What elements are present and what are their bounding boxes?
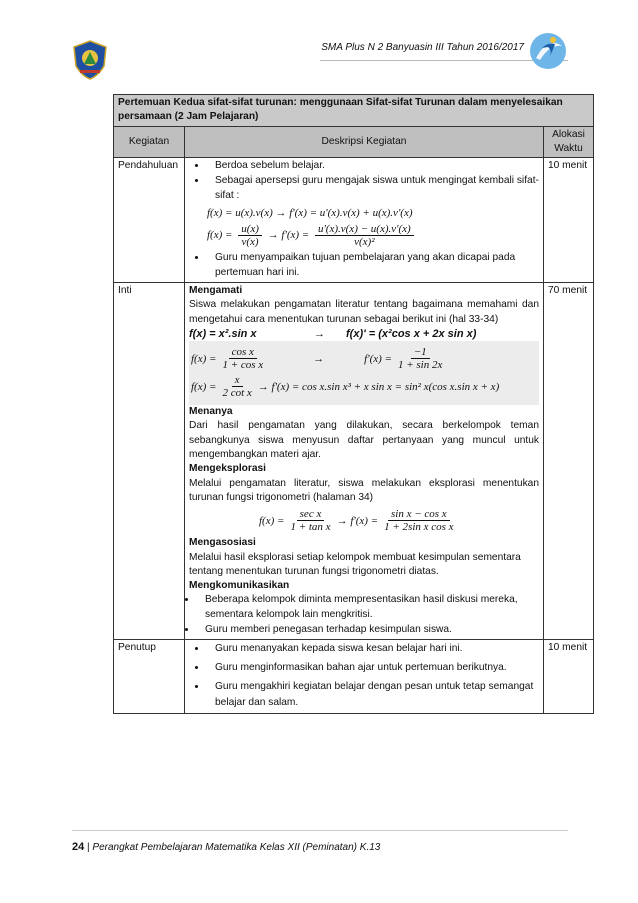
section-heading: Mengamati [189,284,243,296]
row-waktu: 10 menit [544,158,594,283]
paragraph: Melalui pengamatan literatur, siswa melakukan eksplorasi menentukan turunan fungsi trigonometri (halaman 34) [189,477,539,503]
row-deskripsi [185,158,544,283]
row-kegiatan: Inti [114,282,185,639]
section-heading: Mengasosiasi [189,537,256,549]
table-row [114,282,594,639]
row-kegiatan: Penutup [114,640,185,714]
provincial-seal-icon [72,40,108,80]
list-item: • Guru menanyakan kepada siswa kesan belajar hari ini. [207,641,539,657]
footer-separator: | [87,842,90,853]
paragraph: Dari hasil pengamatan yang dilakukan, secara berkelompok teman sebangkunya siswa menyusun daftar pertanyaan yang muncul untuk mengembangkan materi ajar. [189,420,539,461]
col-header-kegiatan: Kegiatan [114,126,185,158]
list-item: • Guru menginformasikan bahan ajar untuk pertemuan berikutnya. [207,660,539,676]
lesson-plan-table [113,94,594,714]
row-waktu: 70 menit [544,282,594,639]
example-3: f(x) = $\frac{x}{\text{2 cot x}}$ → f'(x) = cos x.sin x³ + x sin x = sin² x(cos x.sin x + x) [191,374,500,400]
list-item: • Guru mengakhiri kegiatan belajar dengan pesan untuk tetap semangat belajar dan salam. [207,679,539,711]
col-header-waktu: Alokasi Waktu [544,126,594,158]
section-heading: Menanya [189,406,233,418]
section-heading: Mengeksplorasi [189,463,266,475]
example-4: f(x) = $\frac{\text{sec x}}{\text{1 + tan x}}$ → f'(x) = $\frac{\text{sin x − cos x}}{\text{1 + 2sin x cos x}}$ [259,508,454,534]
table-header-row [114,126,594,158]
list-item: • Guru memberi penegasan terhadap kesimpulan siswa. [197,623,539,637]
example-box [189,341,539,405]
row-deskripsi [185,282,544,639]
example-2: f(x) = $\frac{\text{cos x}}{\text{1 + cos x}}$ → f'(x) = $\frac{-1}{1 + \sin 2x}$ [191,346,443,372]
table-title: Pertemuan Kedua sifat-sifat turunan: menggunaan Sifat-sifat Turunan dalam menyelesaikan persamaan (2 Jam Pelajaran) [114,95,594,127]
formula-product-rule: f(x) = u(x).v(x) → f'(x) = u'(x).v(x) + u(x).v'(x) [207,207,413,220]
page-footer [72,830,568,853]
paragraph: Siswa melakukan pengamatan literatur tentang bagaimana memahami dan mengetahui cara menentukan turunan sebagai berikut ini (hal 33-34) [189,299,539,325]
list-item: • Sebagai apersepsi guru mengajak siswa untuk mengingat kembali sifat-sifat : [207,174,539,203]
list-item: • Beberapa kelompok diminta mempresentasikan hasil diskusi mereka, sementara kelompok lain mengkritisi. [197,593,539,622]
page-number: 24 [72,841,85,853]
footer-rule [72,830,568,831]
formula-quotient-rule: f(x) = $\frac{u(x)}{v(x)}$ → f'(x) = $\frac{u'(x).v(x) - u(x).v'(x)}{\text{v(x)²}}$ [207,223,539,248]
row-kegiatan: Pendahuluan [114,158,185,283]
list-item: • Guru menyampaikan tujuan pembelajaran yang akan dicapai pada pertemuan hari ini. [207,251,539,280]
education-logo-icon [528,30,568,72]
row-waktu: 10 menit [544,640,594,714]
table-row [114,158,594,283]
row-deskripsi [185,640,544,714]
footer-text: Perangkat Pembelajaran Matematika Kelas XII (Peminatan) K.13 [92,842,381,853]
table-row [114,640,594,714]
col-header-deskripsi: Deskripsi Kegiatan [185,126,544,158]
list-item: • Berdoa sebelum belajar. [207,159,539,173]
paragraph: Melalui hasil eksplorasi setiap kelompok membuat kesimpulan sementara tentang menentukan turunan fungsi trigonometri diatas. [189,551,521,577]
section-heading: Mengkomunikasikan [189,580,290,592]
example-1: f(x) = x².sin x → f(x)' = (x²cos x + 2x sin x) [189,327,477,340]
page-header [72,30,568,86]
header-text: SMA Plus N 2 Banyuasin III Tahun 2016/2017 [321,42,524,53]
